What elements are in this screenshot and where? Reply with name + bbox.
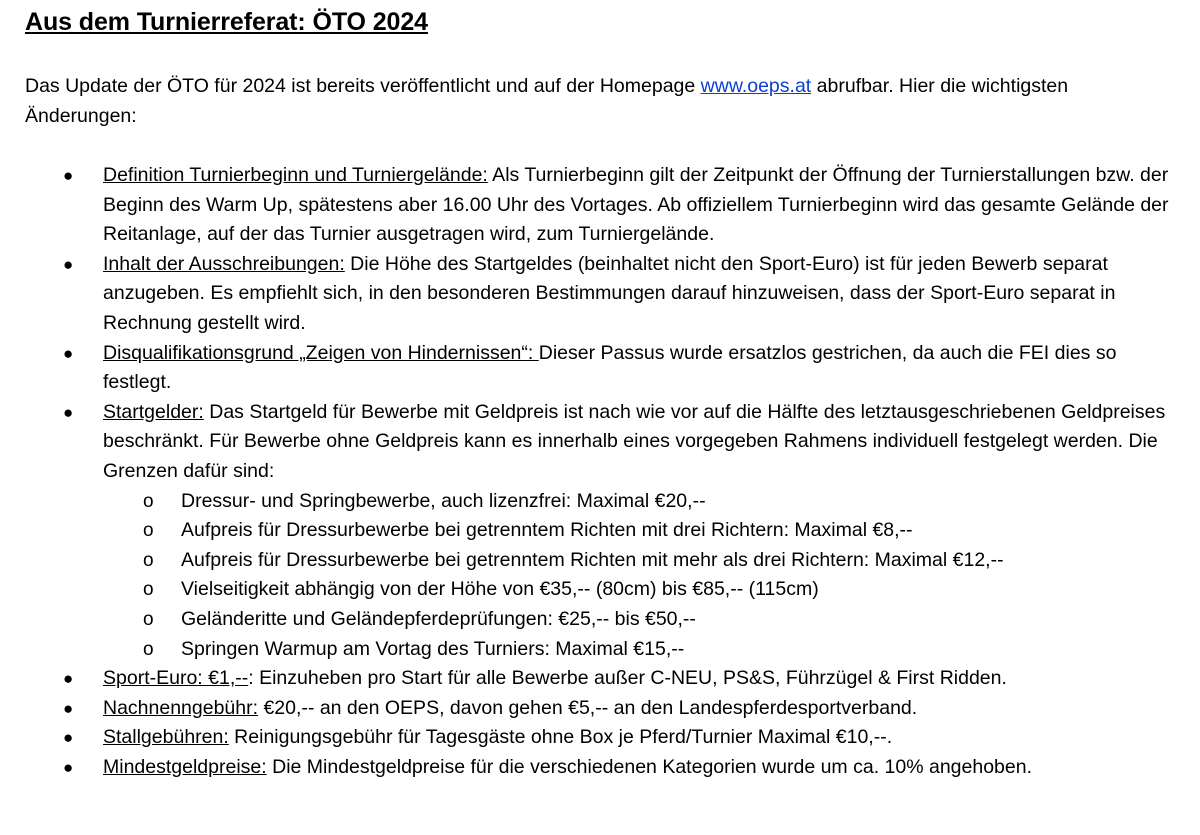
page-title: Aus dem Turnierreferat: ÖTO 2024 <box>25 8 428 36</box>
item-text: Reinigungsgebühr für Tagesgäste ohne Box je Pferd/Turnier Maximal €10,--. <box>228 726 893 749</box>
bullet-icon: ● <box>63 166 74 185</box>
sub-item-text: Vielseitigkeit abhängig von der Höhe von €35,-- (80cm) bis €85,-- (115cm) <box>181 578 819 601</box>
item-text: Die Höhe des Startgeldes (beinhaltet nicht den Sport-Euro) ist für jeden Bewerb separat anzugeben. Es empfiehlt sich, in den besonderen Bestimmungen darauf hinzuweisen, dass der Sport-Euro separat in Rechnung gestellt wird. <box>103 252 1116 334</box>
sub-item <box>103 516 1180 546</box>
item-term: Mindestgeldpreise: <box>103 755 267 778</box>
bullet-icon: ● <box>63 343 74 363</box>
sub-item-text: Aufpreis für Dressurbewerbe bei getrenntem Richten mit drei Richtern: Maximal €8,-- <box>181 519 913 542</box>
bullet-icon: ● <box>63 698 74 718</box>
item-term: Startgelder: <box>103 400 204 423</box>
circle-bullet-icon: o <box>143 608 154 630</box>
item-term: Stallgebühren: <box>103 726 229 749</box>
startgelder-sublist <box>103 487 1180 665</box>
sub-item-text: Geländeritte und Geländepferdeprüfungen: €25,-- bis €50,-- <box>181 607 696 630</box>
bullet-icon: ● <box>63 254 74 274</box>
sub-item-text: Aufpreis für Dressurbewerbe bei getrenntem Richten mit mehr als drei Richtern: Maximal €12,-- <box>181 548 1004 571</box>
bullet-icon: ● <box>63 402 74 422</box>
list-item-mindestgeldpreise <box>25 753 1180 783</box>
list-item-sport-euro <box>25 664 1180 694</box>
intro-text-before: Das Update der ÖTO für 2024 ist bereits veröffentlicht und auf der Homepage <box>25 75 701 97</box>
sub-item <box>103 605 1180 635</box>
circle-bullet-icon: o <box>143 490 154 512</box>
bullet-icon: ● <box>63 757 74 777</box>
bullet-icon: ● <box>63 728 74 748</box>
sub-item-text: Dressur- und Springbewerbe, auch lizenzfrei: Maximal €20,-- <box>181 489 706 512</box>
homepage-link[interactable]: www.oeps.at <box>700 75 812 97</box>
item-term: Inhalt der Ausschreibungen: <box>103 252 345 275</box>
circle-bullet-icon: o <box>143 579 154 601</box>
item-text: : Einzuheben pro Start für alle Bewerbe außer C-NEU, PS&S, Führzügel & First Ridden. <box>248 667 1007 690</box>
item-term: Nachnenngebühr: <box>103 696 259 719</box>
item-text: Dieser Passus wurde ersatzlos gestrichen, da auch die FEI dies so festlegt. <box>103 341 1117 394</box>
sub-item <box>103 487 1180 517</box>
sub-item <box>103 575 1180 605</box>
sub-item <box>103 635 1180 665</box>
intro-text-after: abrufbar. Hier die wichtigsten Änderungen: <box>25 75 1069 127</box>
circle-bullet-icon: o <box>143 549 154 571</box>
sub-item-text: Springen Warmup am Vortag des Turniers: Maximal €15,-- <box>181 637 685 660</box>
item-term: Sport-Euro: €1,-- <box>103 667 249 690</box>
list-item-startgelder <box>25 398 1180 664</box>
item-text: Das Startgeld für Bewerbe mit Geldpreis ist nach wie vor auf die Hälfte des letztausgeschriebenen Geldpreises beschränkt. Für Bewerbe ohne Geldpreis kann es innerhalb eines vorgegeben Rahmens individuell festgelegt werden. Die Grenzen dafür sind: <box>103 400 1166 482</box>
item-text: Als Turnierbeginn gilt der Zeitpunkt der Öffnung der Turnierstallungen bzw. der Beginn des Warm Up, spätestens aber 16.00 Uhr des Vortages. Ab offiziellem Turnierbeginn wird das gesamte Gelände der Reitanlage, auf der das Turnier ausgetragen wird, zum Turniergelände. <box>103 164 1169 246</box>
item-term: Definition Turnierbeginn und Turniergelände: <box>103 164 488 186</box>
item-term: Disqualifikationsgrund „Zeigen von Hindernissen“: <box>103 341 539 364</box>
sub-item <box>103 546 1180 576</box>
item-text: €20,-- an den OEPS, davon gehen €5,-- an den Landespferdesportverband. <box>258 696 918 719</box>
intro-paragraph <box>25 71 1145 131</box>
changes-list <box>25 161 1180 782</box>
list-item-stallgebuehren <box>25 723 1180 753</box>
item-text: Die Mindestgeldpreise für die verschiedenen Kategorien wurde um ca. 10% angehoben. <box>266 755 1032 778</box>
list-item-disqualifikation <box>25 339 1180 398</box>
list-item-turnierbeginn <box>25 161 1180 250</box>
list-item-ausschreibungen <box>25 250 1180 339</box>
circle-bullet-icon: o <box>143 520 154 542</box>
bullet-icon: ● <box>63 669 74 689</box>
list-item-nachnenngebuehr <box>25 694 1180 724</box>
circle-bullet-icon: o <box>143 638 154 660</box>
